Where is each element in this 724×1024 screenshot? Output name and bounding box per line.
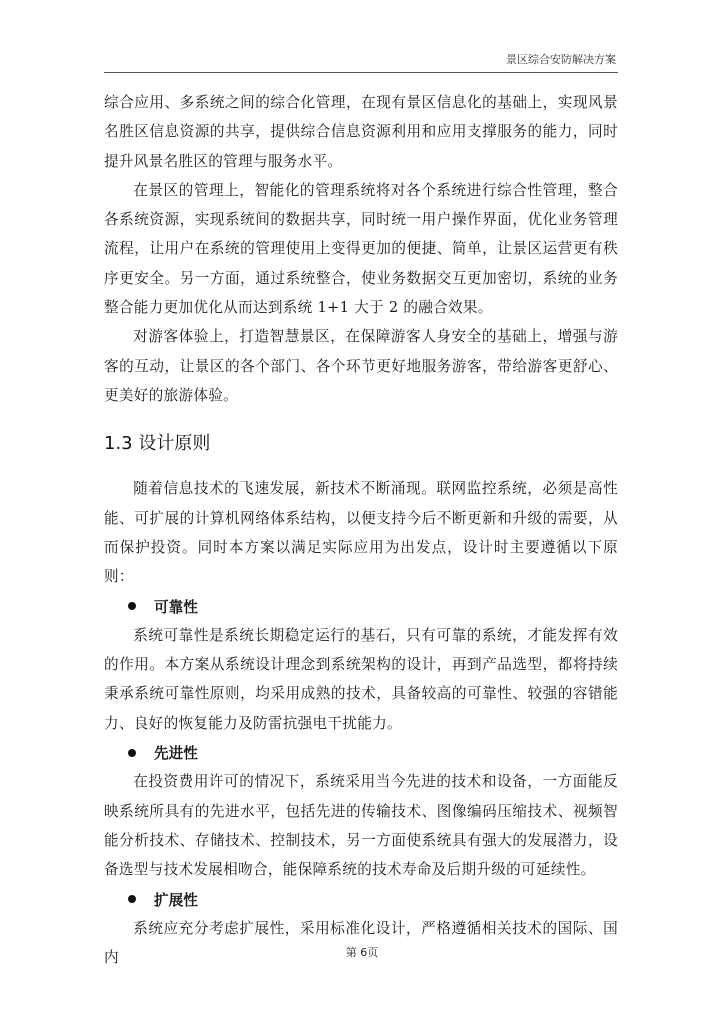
- bullet-icon: [128, 749, 136, 757]
- paragraph-visitor-experience: 对游客体验上，打造智慧景区，在保障游客人身安全的基础上，增强与游客的互动，让景区的各个部门、各个环节更好地服务游客，带给游客更舒心、更美好的旅游体验。: [104, 328, 618, 404]
- page-body: [104, 88, 618, 972]
- paragraph-continuation: 综合应用、多系统之间的综合化管理，在现有景区信息化的基础上，实现风景名胜区信息资源的共享，提供综合信息资源利用和应用支撑服务的能力，同时提升风景名胜区的管理与服务水平。: [104, 94, 618, 170]
- principle-advanced-heading: [104, 738, 618, 767]
- section-intro: 随着信息技术的飞速发展，新技术不断涌现。联网监控系统，必须是高性能、可扩展的计算机网络体系结构，以便支持今后不断更新和升级的需要，从而保护投资。同时本方案以满足实际应用为出发点，设计时主要遵循以下原则：: [104, 480, 618, 586]
- principle-title: 可靠性: [154, 598, 198, 616]
- principle-reliability-heading: [104, 591, 618, 620]
- paragraph-management: 在景区的管理上，智能化的管理系统将对各个系统进行综合性管理，整合各系统资源，实现系统间的数据共享，同时统一用户操作界面，优化业务管理流程，让用户在系统的管理使用上变得更加的便捷、简单，让景区运营更有秩序更安全。另一方面，通过系统整合，使业务数据交互更加密切，系统的业务整合能力更加优化从而达到系统 1+1 大于 2 的融合效果。: [104, 181, 618, 317]
- principle-advanced-text: 在投资费用许可的情况下，系统采用当今先进的技术和设备，一方面能反映系统所具有的先进水平，包括先进的传输技术、图像编码压缩技术、视频智能分析技术、存储技术、控制技术，另一方面使系统具有强大的发展潜力，设备选型与技术发展相吻合，能保障系统的技术寿命及后期升级的可延续性。: [104, 773, 618, 879]
- header-divider: [104, 72, 618, 73]
- principle-reliability-text: 系统可靠性是系统长期稳定运行的基石，只有可靠的系统，才能发挥有效的作用。本方案从系统设计理念到系统架构的设计，再到产品选型，都将持续秉承系统可靠性原则，均采用成熟的技术，具备较高的可靠性、较强的容错能力、良好的恢复能力及防雷抗强电干扰能力。: [104, 626, 618, 732]
- principle-title: 扩展性: [154, 891, 198, 909]
- page-number: 第 6页: [345, 946, 379, 959]
- header-title: 景区综合安防解决方案: [506, 53, 616, 66]
- principle-title: 先进性: [154, 745, 198, 763]
- section-heading: 1.3 设计原则: [104, 433, 211, 455]
- bullet-icon: [128, 895, 136, 903]
- bullet-icon: [128, 602, 136, 610]
- principle-scalability-heading: [104, 884, 618, 913]
- principle-scalability-text: 系统应充分考虑扩展性，采用标准化设计，严格遵循相关技术的国际、国内: [104, 919, 618, 967]
